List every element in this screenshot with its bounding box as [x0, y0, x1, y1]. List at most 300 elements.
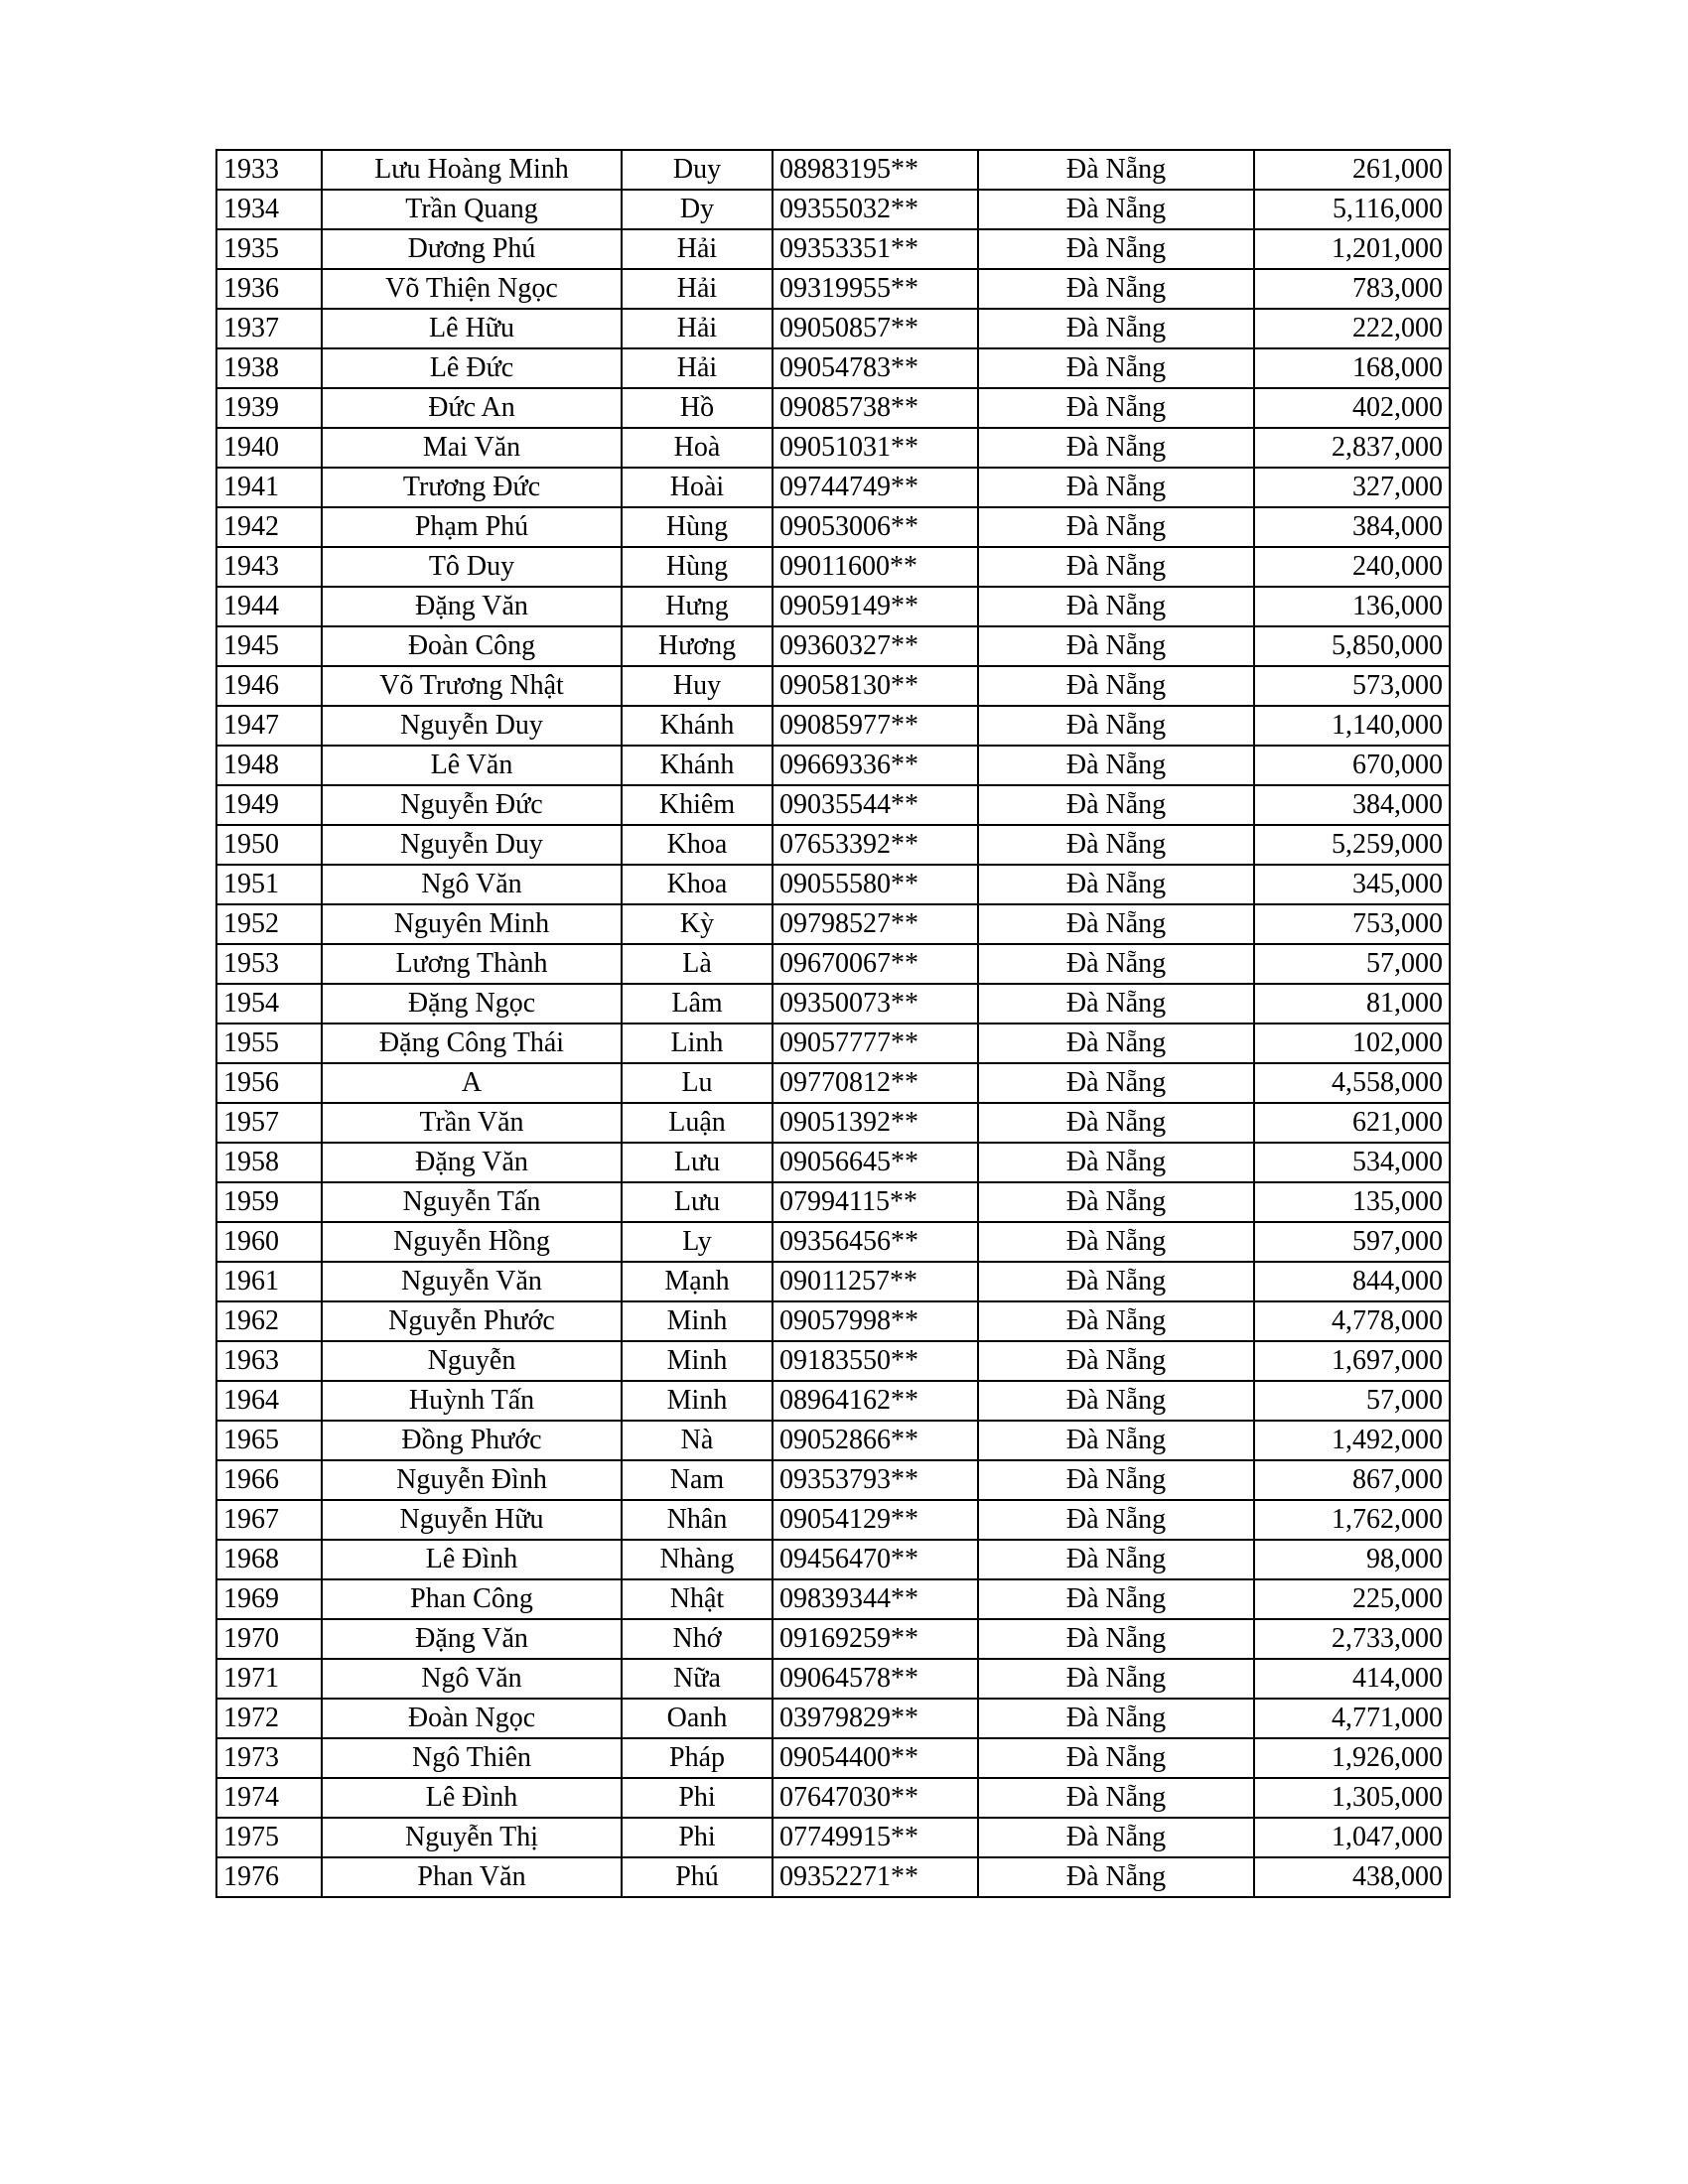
- amount-cell: 5,850,000: [1254, 626, 1450, 666]
- phone-cell: 09054783**: [773, 348, 978, 388]
- given-name-cell: Pháp: [622, 1738, 773, 1778]
- row-number-cell: 1942: [216, 507, 322, 547]
- given-name-cell: Hải: [622, 229, 773, 269]
- amount-cell: 2,733,000: [1254, 1619, 1450, 1659]
- surname-cell: Phan Công: [322, 1579, 622, 1619]
- amount-cell: 57,000: [1254, 1381, 1450, 1421]
- given-name-cell: Hải: [622, 309, 773, 348]
- surname-cell: Mai Văn: [322, 428, 622, 468]
- table-row: [216, 1262, 1450, 1301]
- phone-cell: 09360327**: [773, 626, 978, 666]
- given-name-cell: Nhàng: [622, 1540, 773, 1579]
- given-name-cell: Lưu: [622, 1143, 773, 1182]
- given-name-cell: Lu: [622, 1063, 773, 1103]
- given-name-cell: Hùng: [622, 547, 773, 587]
- given-name-cell: Oanh: [622, 1699, 773, 1738]
- given-name-cell: Nhớ: [622, 1619, 773, 1659]
- amount-cell: 4,558,000: [1254, 1063, 1450, 1103]
- given-name-cell: Phú: [622, 1857, 773, 1897]
- given-name-cell: Huy: [622, 666, 773, 706]
- given-name-cell: Khoa: [622, 865, 773, 904]
- amount-cell: 57,000: [1254, 944, 1450, 984]
- surname-cell: Lê Đình: [322, 1778, 622, 1818]
- row-number-cell: 1959: [216, 1182, 322, 1222]
- surname-cell: Đặng Văn: [322, 587, 622, 626]
- surname-cell: Trần Quang: [322, 190, 622, 229]
- table-row: [216, 1857, 1450, 1897]
- phone-cell: 09355032**: [773, 190, 978, 229]
- row-number-cell: 1954: [216, 984, 322, 1024]
- amount-cell: 136,000: [1254, 587, 1450, 626]
- row-number-cell: 1962: [216, 1301, 322, 1341]
- phone-cell: 09669336**: [773, 746, 978, 785]
- phone-cell: 09055580**: [773, 865, 978, 904]
- amount-cell: 384,000: [1254, 785, 1450, 825]
- amount-cell: 621,000: [1254, 1103, 1450, 1143]
- city-cell: Đà Nẵng: [978, 1421, 1254, 1460]
- amount-cell: 240,000: [1254, 547, 1450, 587]
- table-row: [216, 547, 1450, 587]
- row-number-cell: 1947: [216, 706, 322, 746]
- given-name-cell: Lâm: [622, 984, 773, 1024]
- table-row: [216, 785, 1450, 825]
- surname-cell: Đoàn Công: [322, 626, 622, 666]
- surname-cell: Nguyễn Đình: [322, 1460, 622, 1500]
- amount-cell: 222,000: [1254, 309, 1450, 348]
- given-name-cell: Khánh: [622, 706, 773, 746]
- row-number-cell: 1936: [216, 269, 322, 309]
- city-cell: Đà Nẵng: [978, 1659, 1254, 1699]
- surname-cell: Phạm Phú: [322, 507, 622, 547]
- phone-cell: 09011600**: [773, 547, 978, 587]
- phone-cell: 09051031**: [773, 428, 978, 468]
- amount-cell: 98,000: [1254, 1540, 1450, 1579]
- table-row: [216, 706, 1450, 746]
- city-cell: Đà Nẵng: [978, 309, 1254, 348]
- amount-cell: 2,837,000: [1254, 428, 1450, 468]
- row-number-cell: 1953: [216, 944, 322, 984]
- row-number-cell: 1948: [216, 746, 322, 785]
- city-cell: Đà Nẵng: [978, 1222, 1254, 1262]
- city-cell: Đà Nẵng: [978, 1778, 1254, 1818]
- table-row: [216, 507, 1450, 547]
- city-cell: Đà Nẵng: [978, 825, 1254, 865]
- table-row: [216, 1540, 1450, 1579]
- city-cell: Đà Nẵng: [978, 1301, 1254, 1341]
- table-row: [216, 1143, 1450, 1182]
- phone-cell: 09770812**: [773, 1063, 978, 1103]
- row-number-cell: 1952: [216, 904, 322, 944]
- table-row: [216, 904, 1450, 944]
- given-name-cell: Khiêm: [622, 785, 773, 825]
- row-number-cell: 1940: [216, 428, 322, 468]
- city-cell: Đà Nẵng: [978, 1381, 1254, 1421]
- city-cell: Đà Nẵng: [978, 150, 1254, 190]
- surname-cell: Võ Thiện Ngọc: [322, 269, 622, 309]
- row-number-cell: 1946: [216, 666, 322, 706]
- table-row: [216, 1619, 1450, 1659]
- given-name-cell: Hoài: [622, 468, 773, 507]
- table-row: [216, 984, 1450, 1024]
- row-number-cell: 1945: [216, 626, 322, 666]
- row-number-cell: 1968: [216, 1540, 322, 1579]
- phone-cell: 09353793**: [773, 1460, 978, 1500]
- surname-cell: Nguyễn Văn: [322, 1262, 622, 1301]
- phone-cell: 09058130**: [773, 666, 978, 706]
- phone-cell: 09053006**: [773, 507, 978, 547]
- surname-cell: Nguyễn Duy: [322, 825, 622, 865]
- city-cell: Đà Nẵng: [978, 1699, 1254, 1738]
- amount-cell: 1,047,000: [1254, 1818, 1450, 1857]
- phone-cell: 09352271**: [773, 1857, 978, 1897]
- phone-cell: 07749915**: [773, 1818, 978, 1857]
- phone-cell: 09353351**: [773, 229, 978, 269]
- city-cell: Đà Nẵng: [978, 944, 1254, 984]
- table-row: [216, 388, 1450, 428]
- given-name-cell: Duy: [622, 150, 773, 190]
- phone-cell: 09054400**: [773, 1738, 978, 1778]
- amount-cell: 867,000: [1254, 1460, 1450, 1500]
- phone-cell: 09052866**: [773, 1421, 978, 1460]
- row-number-cell: 1963: [216, 1341, 322, 1381]
- phone-cell: 09798527**: [773, 904, 978, 944]
- city-cell: Đà Nẵng: [978, 626, 1254, 666]
- amount-cell: 1,140,000: [1254, 706, 1450, 746]
- surname-cell: Nguyễn Tấn: [322, 1182, 622, 1222]
- city-cell: Đà Nẵng: [978, 1341, 1254, 1381]
- amount-cell: 102,000: [1254, 1024, 1450, 1063]
- table-row: [216, 229, 1450, 269]
- table-row: [216, 1738, 1450, 1778]
- row-number-cell: 1972: [216, 1699, 322, 1738]
- given-name-cell: Hải: [622, 269, 773, 309]
- given-name-cell: Hương: [622, 626, 773, 666]
- phone-cell: 09059149**: [773, 587, 978, 626]
- table-row: [216, 468, 1450, 507]
- row-number-cell: 1941: [216, 468, 322, 507]
- amount-cell: 5,259,000: [1254, 825, 1450, 865]
- table-row: [216, 666, 1450, 706]
- city-cell: Đà Nẵng: [978, 984, 1254, 1024]
- amount-cell: 534,000: [1254, 1143, 1450, 1182]
- row-number-cell: 1935: [216, 229, 322, 269]
- row-number-cell: 1967: [216, 1500, 322, 1540]
- city-cell: Đà Nẵng: [978, 190, 1254, 229]
- row-number-cell: 1975: [216, 1818, 322, 1857]
- row-number-cell: 1960: [216, 1222, 322, 1262]
- amount-cell: 384,000: [1254, 507, 1450, 547]
- phone-cell: 09670067**: [773, 944, 978, 984]
- surname-cell: Nguyễn Phước: [322, 1301, 622, 1341]
- given-name-cell: Lưu: [622, 1182, 773, 1222]
- city-cell: Đà Nẵng: [978, 1143, 1254, 1182]
- given-name-cell: Phi: [622, 1778, 773, 1818]
- phone-cell: 09319955**: [773, 269, 978, 309]
- amount-cell: 4,771,000: [1254, 1699, 1450, 1738]
- table-row: [216, 1421, 1450, 1460]
- phone-cell: 09051392**: [773, 1103, 978, 1143]
- city-cell: Đà Nẵng: [978, 1818, 1254, 1857]
- given-name-cell: Hùng: [622, 507, 773, 547]
- table-row: [216, 626, 1450, 666]
- row-number-cell: 1939: [216, 388, 322, 428]
- city-cell: Đà Nẵng: [978, 229, 1254, 269]
- amount-cell: 135,000: [1254, 1182, 1450, 1222]
- amount-cell: 402,000: [1254, 388, 1450, 428]
- row-number-cell: 1971: [216, 1659, 322, 1699]
- city-cell: Đà Nẵng: [978, 269, 1254, 309]
- table-row: [216, 1579, 1450, 1619]
- surname-cell: Lê Đức: [322, 348, 622, 388]
- table-row: [216, 1063, 1450, 1103]
- surname-cell: Lê Hữu: [322, 309, 622, 348]
- amount-cell: 1,201,000: [1254, 229, 1450, 269]
- given-name-cell: Hồ: [622, 388, 773, 428]
- surname-cell: Dương Phú: [322, 229, 622, 269]
- amount-cell: 1,762,000: [1254, 1500, 1450, 1540]
- amount-cell: 327,000: [1254, 468, 1450, 507]
- given-name-cell: Dy: [622, 190, 773, 229]
- city-cell: Đà Nẵng: [978, 865, 1254, 904]
- row-number-cell: 1957: [216, 1103, 322, 1143]
- city-cell: Đà Nẵng: [978, 547, 1254, 587]
- phone-cell: 09085977**: [773, 706, 978, 746]
- table-row: [216, 1024, 1450, 1063]
- city-cell: Đà Nẵng: [978, 1262, 1254, 1301]
- city-cell: Đà Nẵng: [978, 746, 1254, 785]
- city-cell: Đà Nẵng: [978, 587, 1254, 626]
- table-row: [216, 1460, 1450, 1500]
- city-cell: Đà Nẵng: [978, 428, 1254, 468]
- table-row: [216, 150, 1450, 190]
- city-cell: Đà Nẵng: [978, 1103, 1254, 1143]
- table-row: [216, 348, 1450, 388]
- surname-cell: Nguyễn Duy: [322, 706, 622, 746]
- phone-cell: 03979829**: [773, 1699, 978, 1738]
- phone-cell: 09057777**: [773, 1024, 978, 1063]
- surname-cell: Trương Đức: [322, 468, 622, 507]
- surname-cell: Lưu Hoàng Minh: [322, 150, 622, 190]
- given-name-cell: Kỳ: [622, 904, 773, 944]
- surname-cell: Lương Thành: [322, 944, 622, 984]
- recipient-table: [215, 149, 1451, 1898]
- amount-cell: 753,000: [1254, 904, 1450, 944]
- city-cell: Đà Nẵng: [978, 785, 1254, 825]
- table-row: [216, 190, 1450, 229]
- surname-cell: Huỳnh Tấn: [322, 1381, 622, 1421]
- phone-cell: 09035544**: [773, 785, 978, 825]
- row-number-cell: 1938: [216, 348, 322, 388]
- row-number-cell: 1951: [216, 865, 322, 904]
- given-name-cell: Luận: [622, 1103, 773, 1143]
- amount-cell: 670,000: [1254, 746, 1450, 785]
- row-number-cell: 1970: [216, 1619, 322, 1659]
- amount-cell: 414,000: [1254, 1659, 1450, 1699]
- surname-cell: A: [322, 1063, 622, 1103]
- surname-cell: Phan Văn: [322, 1857, 622, 1897]
- amount-cell: 225,000: [1254, 1579, 1450, 1619]
- phone-cell: 09057998**: [773, 1301, 978, 1341]
- amount-cell: 1,697,000: [1254, 1341, 1450, 1381]
- phone-cell: 08964162**: [773, 1381, 978, 1421]
- table-row: [216, 1103, 1450, 1143]
- table-row: [216, 428, 1450, 468]
- surname-cell: Ngô Thiên: [322, 1738, 622, 1778]
- surname-cell: Đặng Ngọc: [322, 984, 622, 1024]
- city-cell: Đà Nẵng: [978, 706, 1254, 746]
- row-number-cell: 1966: [216, 1460, 322, 1500]
- row-number-cell: 1964: [216, 1381, 322, 1421]
- given-name-cell: Là: [622, 944, 773, 984]
- amount-cell: 261,000: [1254, 150, 1450, 190]
- given-name-cell: Nà: [622, 1421, 773, 1460]
- row-number-cell: 1933: [216, 150, 322, 190]
- row-number-cell: 1949: [216, 785, 322, 825]
- surname-cell: Ngô Văn: [322, 865, 622, 904]
- city-cell: Đà Nẵng: [978, 904, 1254, 944]
- table-row: [216, 1301, 1450, 1341]
- city-cell: Đà Nẵng: [978, 507, 1254, 547]
- phone-cell: 09356456**: [773, 1222, 978, 1262]
- phone-cell: 09183550**: [773, 1341, 978, 1381]
- given-name-cell: Phi: [622, 1818, 773, 1857]
- table-row: [216, 746, 1450, 785]
- given-name-cell: Linh: [622, 1024, 773, 1063]
- row-number-cell: 1973: [216, 1738, 322, 1778]
- given-name-cell: Khánh: [622, 746, 773, 785]
- surname-cell: Lê Đình: [322, 1540, 622, 1579]
- table-row: [216, 865, 1450, 904]
- city-cell: Đà Nẵng: [978, 1500, 1254, 1540]
- surname-cell: Đồng Phước: [322, 1421, 622, 1460]
- surname-cell: Tô Duy: [322, 547, 622, 587]
- row-number-cell: 1955: [216, 1024, 322, 1063]
- phone-cell: 09169259**: [773, 1619, 978, 1659]
- surname-cell: Nguyên Minh: [322, 904, 622, 944]
- amount-cell: 1,305,000: [1254, 1778, 1450, 1818]
- row-number-cell: 1950: [216, 825, 322, 865]
- city-cell: Đà Nẵng: [978, 1024, 1254, 1063]
- table-row: [216, 309, 1450, 348]
- city-cell: Đà Nẵng: [978, 468, 1254, 507]
- given-name-cell: Nhân: [622, 1500, 773, 1540]
- table-row: [216, 1341, 1450, 1381]
- table-row: [216, 1381, 1450, 1421]
- table-row: [216, 1500, 1450, 1540]
- table-row: [216, 1818, 1450, 1857]
- row-number-cell: 1969: [216, 1579, 322, 1619]
- surname-cell: Đức An: [322, 388, 622, 428]
- amount-cell: 1,926,000: [1254, 1738, 1450, 1778]
- row-number-cell: 1937: [216, 309, 322, 348]
- city-cell: Đà Nẵng: [978, 1460, 1254, 1500]
- row-number-cell: 1961: [216, 1262, 322, 1301]
- phone-cell: 09350073**: [773, 984, 978, 1024]
- given-name-cell: Hoà: [622, 428, 773, 468]
- row-number-cell: 1965: [216, 1421, 322, 1460]
- city-cell: Đà Nẵng: [978, 1857, 1254, 1897]
- amount-cell: 81,000: [1254, 984, 1450, 1024]
- given-name-cell: Hải: [622, 348, 773, 388]
- table-row: [216, 1222, 1450, 1262]
- table-row: [216, 1699, 1450, 1738]
- surname-cell: Ngô Văn: [322, 1659, 622, 1699]
- table-row: [216, 825, 1450, 865]
- phone-cell: 09056645**: [773, 1143, 978, 1182]
- table-row: [216, 1778, 1450, 1818]
- row-number-cell: 1974: [216, 1778, 322, 1818]
- given-name-cell: Minh: [622, 1301, 773, 1341]
- phone-cell: 07994115**: [773, 1182, 978, 1222]
- given-name-cell: Ly: [622, 1222, 773, 1262]
- phone-cell: 09050857**: [773, 309, 978, 348]
- surname-cell: Nguyễn Hồng: [322, 1222, 622, 1262]
- phone-cell: 07653392**: [773, 825, 978, 865]
- table-body: [216, 150, 1450, 1897]
- surname-cell: Lê Văn: [322, 746, 622, 785]
- surname-cell: Đặng Văn: [322, 1619, 622, 1659]
- phone-cell: 09054129**: [773, 1500, 978, 1540]
- amount-cell: 438,000: [1254, 1857, 1450, 1897]
- amount-cell: 1,492,000: [1254, 1421, 1450, 1460]
- city-cell: Đà Nẵng: [978, 348, 1254, 388]
- amount-cell: 783,000: [1254, 269, 1450, 309]
- surname-cell: Võ Trương Nhật: [322, 666, 622, 706]
- surname-cell: Nguyễn Hữu: [322, 1500, 622, 1540]
- given-name-cell: Nữa: [622, 1659, 773, 1699]
- phone-cell: 09839344**: [773, 1579, 978, 1619]
- row-number-cell: 1976: [216, 1857, 322, 1897]
- row-number-cell: 1934: [216, 190, 322, 229]
- city-cell: Đà Nẵng: [978, 1579, 1254, 1619]
- surname-cell: Đoàn Ngọc: [322, 1699, 622, 1738]
- table-row: [216, 587, 1450, 626]
- given-name-cell: Nam: [622, 1460, 773, 1500]
- surname-cell: Nguyễn: [322, 1341, 622, 1381]
- city-cell: Đà Nẵng: [978, 666, 1254, 706]
- given-name-cell: Minh: [622, 1381, 773, 1421]
- table-row: [216, 1659, 1450, 1699]
- city-cell: Đà Nẵng: [978, 1738, 1254, 1778]
- amount-cell: 597,000: [1254, 1222, 1450, 1262]
- amount-cell: 4,778,000: [1254, 1301, 1450, 1341]
- given-name-cell: Minh: [622, 1341, 773, 1381]
- amount-cell: 345,000: [1254, 865, 1450, 904]
- amount-cell: 573,000: [1254, 666, 1450, 706]
- phone-cell: 09064578**: [773, 1659, 978, 1699]
- table-row: [216, 269, 1450, 309]
- phone-cell: 07647030**: [773, 1778, 978, 1818]
- surname-cell: Đặng Công Thái: [322, 1024, 622, 1063]
- amount-cell: 168,000: [1254, 348, 1450, 388]
- city-cell: Đà Nẵng: [978, 1182, 1254, 1222]
- phone-cell: 09744749**: [773, 468, 978, 507]
- phone-cell: 09456470**: [773, 1540, 978, 1579]
- table-row: [216, 944, 1450, 984]
- city-cell: Đà Nẵng: [978, 388, 1254, 428]
- given-name-cell: Mạnh: [622, 1262, 773, 1301]
- surname-cell: Nguyễn Thị: [322, 1818, 622, 1857]
- row-number-cell: 1958: [216, 1143, 322, 1182]
- phone-cell: 09011257**: [773, 1262, 978, 1301]
- city-cell: Đà Nẵng: [978, 1063, 1254, 1103]
- row-number-cell: 1956: [216, 1063, 322, 1103]
- city-cell: Đà Nẵng: [978, 1619, 1254, 1659]
- table-row: [216, 1182, 1450, 1222]
- row-number-cell: 1944: [216, 587, 322, 626]
- row-number-cell: 1943: [216, 547, 322, 587]
- given-name-cell: Hưng: [622, 587, 773, 626]
